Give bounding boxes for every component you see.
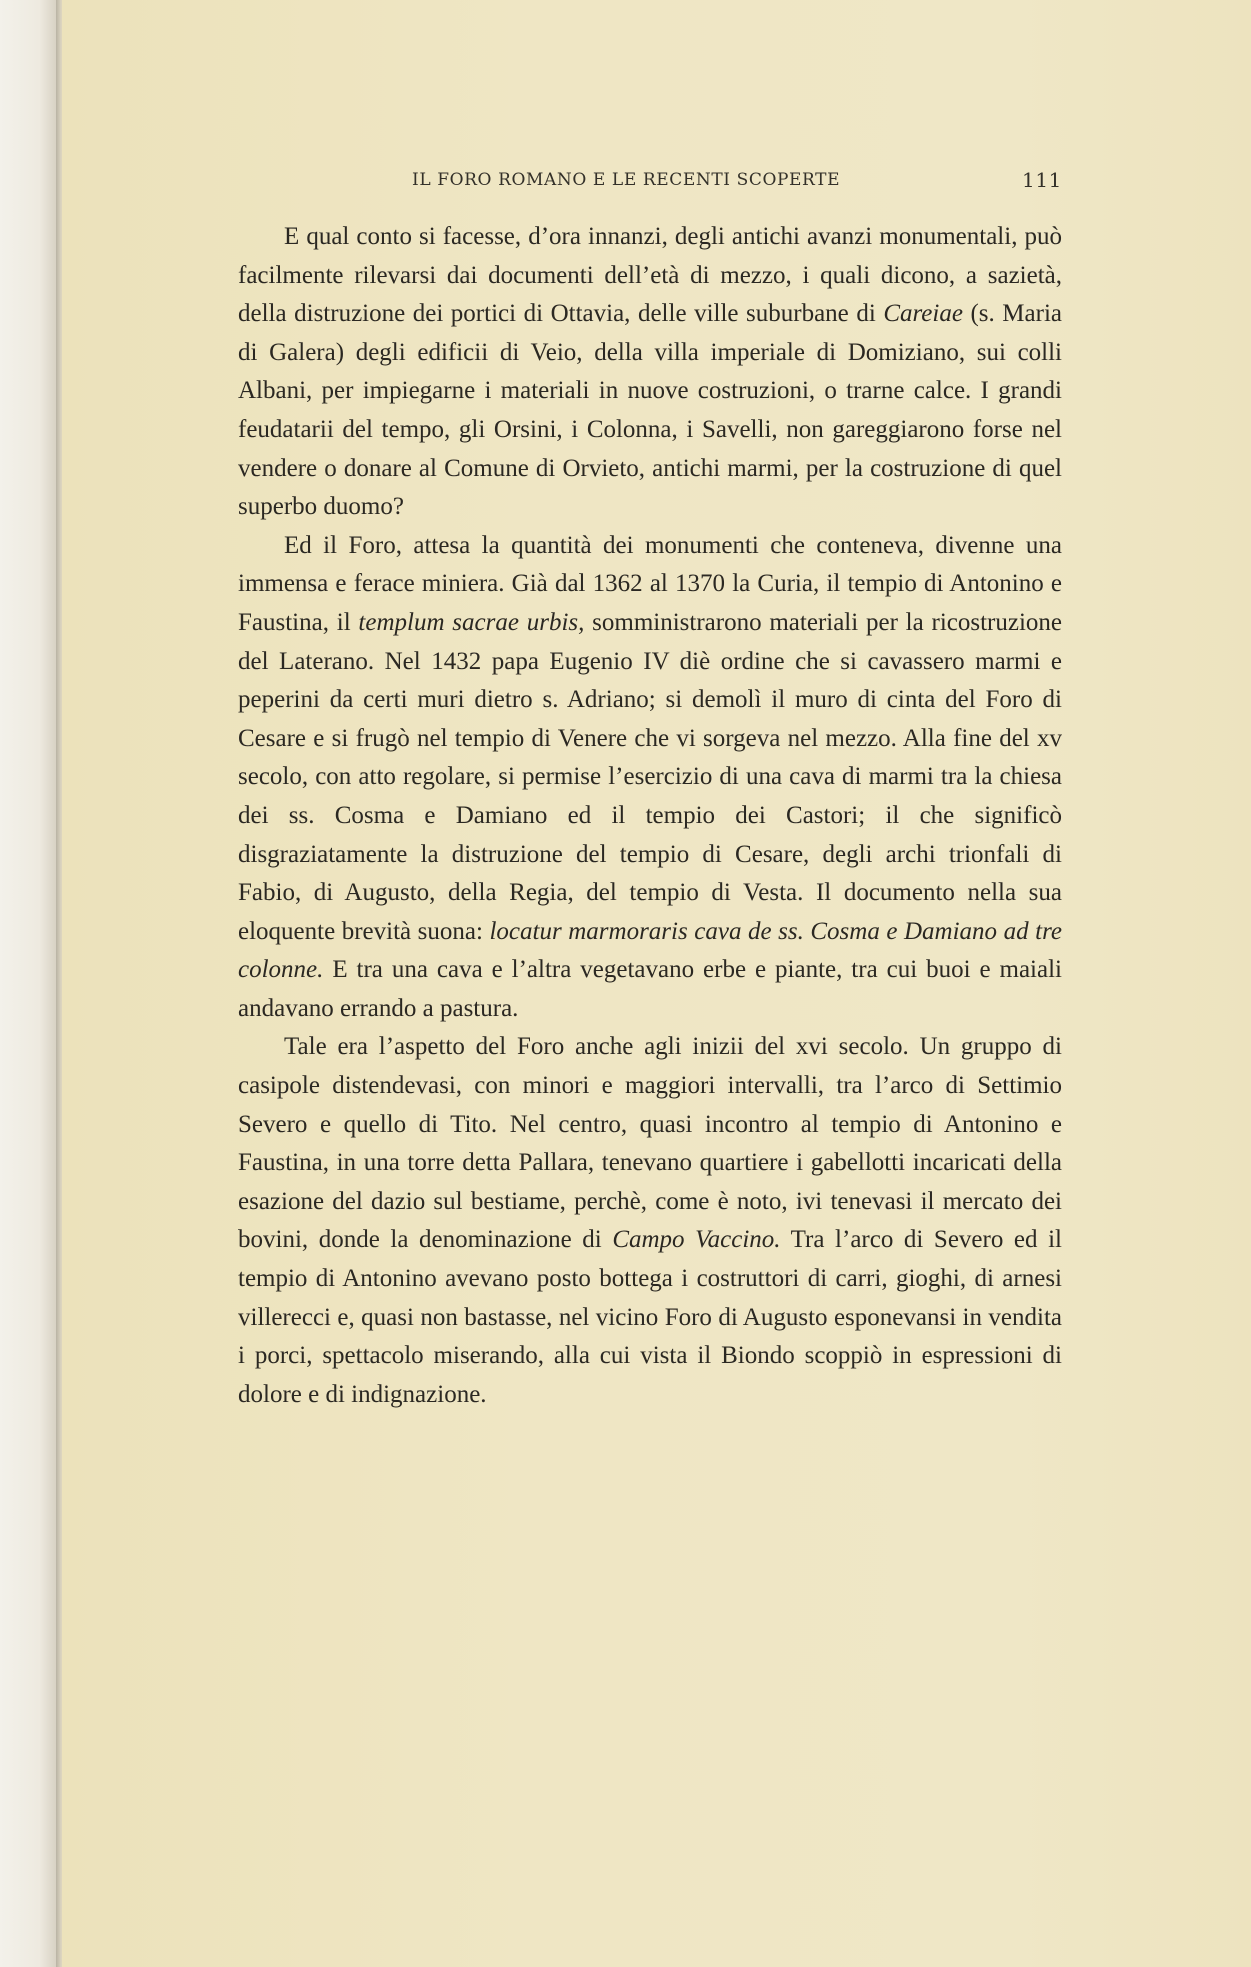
running-header	[412, 168, 1062, 194]
text-run: E qual conto si facesse, d’ora innanzi, degli antichi avanzi monumentali, può facilmente rilevarsi dai documenti dell’età di mezzo, i quali dicono, a sazietà, della distruzione dei portici di Ottavia, delle ville suburbane di	[238, 223, 1062, 328]
italic-run: Careiae	[883, 300, 963, 328]
text-run: Ed il Foro, attesa la quantità dei monumenti che conteneva, divenne una immensa e ferace miniera. Già dal 1362 al 1370 la Curia, il tempio di Antonino e Faustina, il	[238, 531, 1062, 636]
italic-run: templum sacrae urbis,	[358, 608, 585, 636]
italic-run: locatur marmoraris cava de ss. Cosma e Damiano ad tre colonne.	[238, 917, 1062, 984]
running-title: IL FORO ROMANO E LE RECENTI SCOPERTE	[412, 170, 841, 190]
text-run: Tale era l’aspetto del Foro anche agli inizii del xvi secolo. Un gruppo di casipole distendevasi, con minori e maggiori intervalli, tra l’arco di Settimio Severo e quello di Tito. Nel centro, quasi incontro al tempio di Antonino e Faustina, in una torre detta Pallara, tenevano quartiere i gabellotti incaricati della esazione del dazio sul bestiame, perchè, come è noto, ivi tenevasi il mercato dei bovini, donde la denominazione di	[238, 1033, 1062, 1254]
binding-margin	[0, 0, 56, 1967]
text-run: E tra una cava e l’altra vegetavano erbe e piante, tra cui buoi e maiali andavano errando a pastura.	[238, 956, 1062, 1022]
paragraph-2	[238, 527, 1062, 1029]
text-run: somministrarono materiali per la ricostruzione del Laterano. Nel 1432 papa Eugenio IV diè ordine che si cavassero marmi e peperini da certi muri dietro s. Adriano; si demolì il muro di cinta del Foro di Cesare e si frugò nel tempio di Venere che vi sorgeva nel mezzo. Alla fine del xv secolo, con atto regolare, si permise l’esercizio di una cava di marmi tra la chiesa dei ss. Cosma e Damiano ed il tempio dei Castori; il che significò disgraziatamente la distruzione del tempio di Cesare, degli archi trionfali di Fabio, di Augusto, della Regia, del tempio di Vesta. Il documento nella sua eloquente brevità suona:	[238, 608, 1063, 945]
body-text	[238, 218, 1062, 1414]
italic-run: Campo Vaccino.	[612, 1226, 781, 1254]
page-number: 111	[1022, 168, 1062, 192]
text-run: (s. Maria di Galera) degli edificii di Veio, della villa imperiale di Domiziano, sui colli Albani, per impiegarne i materiali in nuove costruzioni, o trarne calce. I grandi feudatarii del tempo, gli Orsini, i Colonna, i Savelli, non gareggiarono forse nel vendere o donare al Comune di Orvieto, antichi marmi, per la costruzione di quel superbo duomo?	[238, 300, 1063, 521]
text-run: Tra l’arco di Severo ed il tempio di Antonino avevano posto bottega i costruttori di carri, gioghi, di arnesi villerecci e, quasi non bastasse, nel vicino Foro di Augusto esponevansi in vendita i porci, spettacolo miserando, alla cui vista il Biondo scoppiò in espressioni di dolore e di indignazione.	[238, 1226, 1062, 1408]
paragraph-1	[238, 218, 1062, 527]
paragraph-3	[238, 1028, 1062, 1414]
